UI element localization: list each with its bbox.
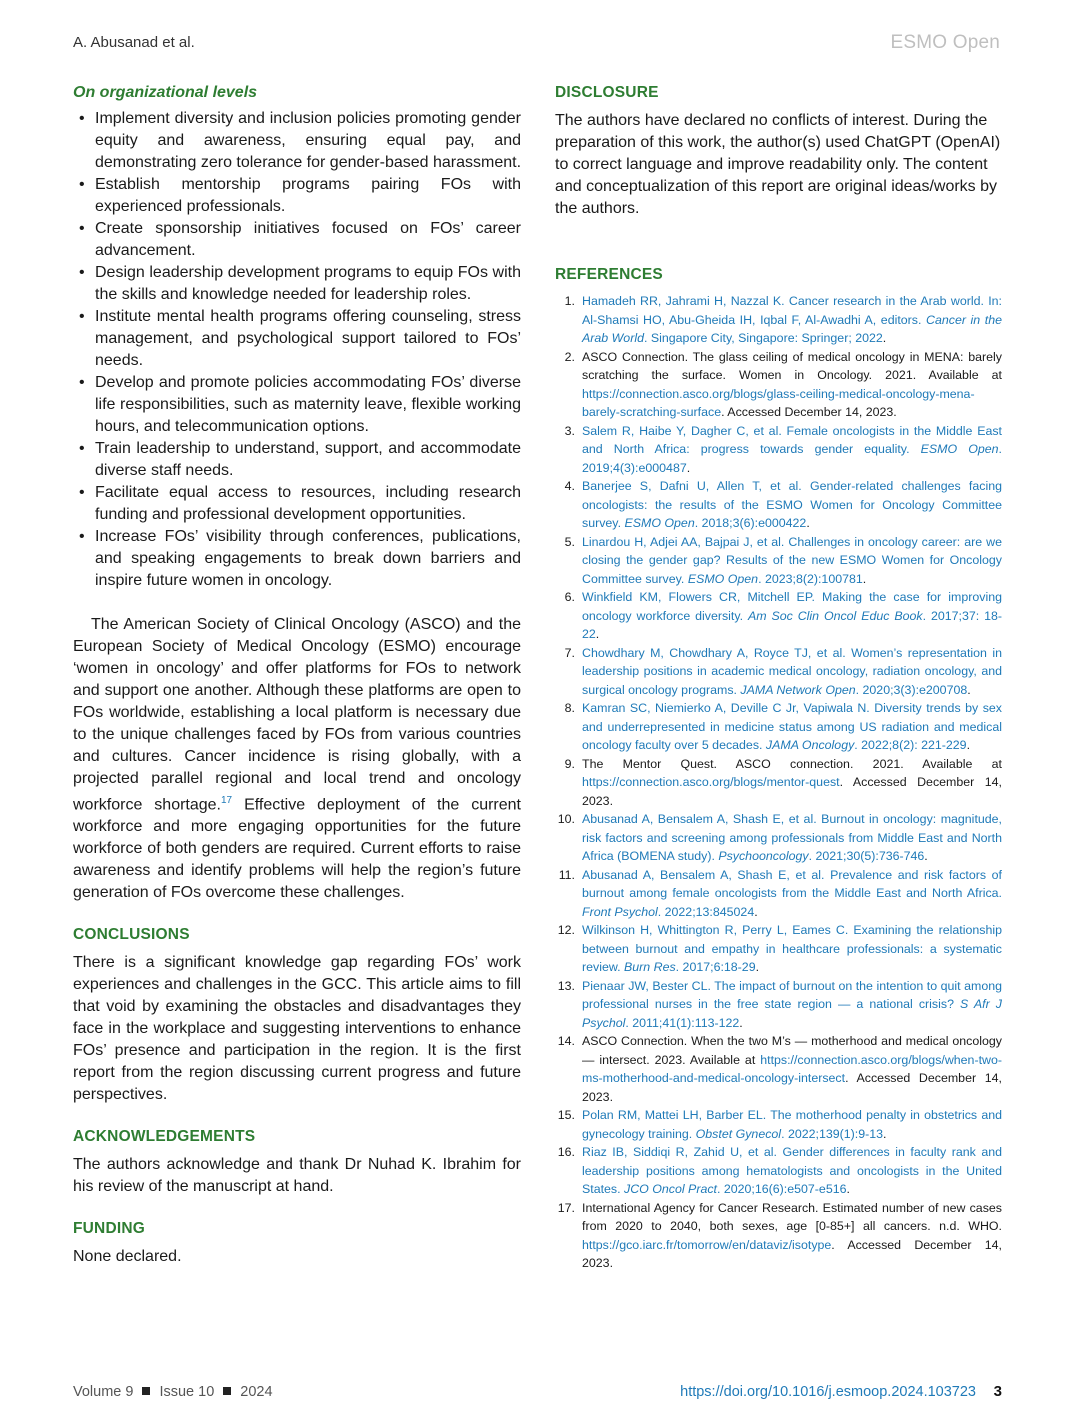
reference-link[interactable]: ESMO Open [687, 571, 759, 586]
running-header-journal: ESMO Open [890, 32, 1000, 53]
left-column [73, 84, 521, 1268]
reference-number: 10. [557, 812, 575, 826]
conclusions-text: There is a significant knowledge gap regarding FOs’ work experiences and challenges in the GCC. This article aims to fill that void by examining the obstacles and disadvantages they face in the workplace and suggesting interventions to enhance FOs’ presence and participation in the region. It is the first report from the region discussing current progress and future perspectives. [73, 954, 521, 1104]
bullet-icon: • [79, 264, 85, 281]
page-footer [73, 1384, 1002, 1406]
bullet-icon: • [79, 440, 85, 457]
reference-link[interactable]: Chowdhary M, Chowdhary A, Royce TJ, et al. Women’s representation in leadership positions in academic medical oncology, radiation oncology, and surgical oncology programs. [582, 645, 1002, 697]
reference-item: 10. Abusanad A, Bensalem A, Shash E, et al. Burnout in oncology: magnitude, risk factors and screening among professionals from Middle East and North Africa (BOMENA study). Psychooncology. 2021;30(5):736-746. [555, 810, 1002, 866]
square-separator-icon [223, 1387, 231, 1395]
funding-heading: FUNDING [73, 1220, 146, 1238]
reference-link[interactable]: Abusanad A, Bensalem A, Shash E, et al. Prevalence and risk factors of burnout among female oncologists from the Middle East and North Africa. [582, 867, 1002, 900]
reference-link[interactable]: Salem R, Haibe Y, Dagher C, et al. Female oncologists in the Middle East and North Africa: progress towards gender equality. [582, 423, 1002, 456]
reference-item: 13. Pienaar JW, Bester CL. The impact of burnout on the intention to quit among professional nurses in the free state region — a national crisis? S Afr J Psychol. 2011;41(1):113-122. [555, 977, 1002, 1033]
reference-link[interactable]: . 2021;30(5):736-746 [808, 849, 925, 863]
reference-item: 14. ASCO Connection. When the two M’s — motherhood and medical oncology — intersect. 2023. Available at https://connection.asco.org/blogs/when-two-ms-motherhood-and-medical-oncology-intersect. Accessed December 14, 2023. [555, 1032, 1002, 1106]
reference-number: 8. [564, 701, 575, 715]
reference-item: 7. Chowdhary M, Chowdhary A, Royce TJ, et al. Women’s representation in leadership positions in academic medical oncology, radiation oncology, and surgical oncology programs. JAMA Network Open. 2020;3(3):e200708. [555, 644, 1002, 700]
recommendation-item: • Develop and promote policies accommodating FOs’ diverse life responsibilities, such as maternity leave, flexible working hours, and telecommunication options. [79, 374, 521, 435]
running-header [73, 34, 1000, 58]
reference-number: 9. [564, 756, 575, 771]
recommendation-item: • Design leadership development programs to equip FOs with the skills and knowledge needed for leadership roles. [79, 264, 521, 303]
reference-link[interactable]: Obstet Gynecol [695, 1126, 782, 1141]
reference-link[interactable]: Wilkinson H, Whittington R, Perry L, Eames C. Examining the relationship between burnout and empathy in healthcare professionals: a systematic review. [582, 923, 1002, 974]
bullet-icon: • [79, 110, 85, 127]
reference-item: 8. Kamran SC, Niemierko A, Deville C Jr, Vapiwala N. Diversity trends by sex and underrepresented in medicine status among US radiation and medical oncology faculty over 5 decades. JAMA Oncology. 2022;8(2): 221-229. [555, 699, 1002, 755]
bullet-icon: • [79, 528, 85, 545]
reference-number: 15. [557, 1108, 575, 1122]
conclusions-heading: CONCLUSIONS [73, 926, 190, 944]
recommendation-item: • Facilitate equal access to resources, including research funding and professional development opportunities. [79, 484, 521, 523]
reference-item: 6. Winkfield KM, Flowers CR, Mitchell EP. Making the case for improving oncology workforce diversity. Am Soc Clin Oncol Educ Book. 2017;37: 18-22. [555, 588, 1002, 644]
reference-item: 4. Banerjee S, Dafni U, Allen T, et al. Gender-related challenges facing oncologists: the results of the ESMO Women for Oncology Committee survey. ESMO Open. 2018;3(6):e000422. [555, 477, 1002, 533]
reference-link[interactable]: JCO Oncol Pract [624, 1182, 717, 1196]
reference-link[interactable]: . Singapore City, Singapore: Springer; 2022 [643, 331, 883, 345]
reference-link[interactable]: Pienaar JW, Bester CL. The impact of burnout on the intention to quit among professional nurses in the free state region — a national crisis? [582, 978, 1002, 1011]
reference-number: 4. [564, 479, 575, 493]
reference-item: 9. The Mentor Quest. ASCO connection. 2021. Available at https://connection.asco.org/blogs/mentor-quest. Accessed December 14, 2023. [555, 755, 1002, 811]
running-header-authors: A. Abusanad et al. [73, 34, 195, 51]
reference-item: 12. Wilkinson H, Whittington R, Perry L, Eames C. Examining the relationship between burnout and empathy in healthcare professionals: a systematic review. Burn Res. 2017;6:18-29. [555, 921, 1002, 977]
reference-link[interactable]: https://connection.asco.org/blogs/glass-ceiling-medical-oncology-mena-barely-scratching-surface [582, 386, 975, 419]
reference-link[interactable]: Linardou H, Adjei AA, Bajpai J, et al. Challenges in oncology career: are we closing the gender gap? Results of the new ESMO Women for Oncology Committee survey. [582, 534, 1002, 586]
bullet-icon: • [79, 308, 85, 325]
disclosure-heading: DISCLOSURE [555, 84, 659, 101]
reference-link[interactable]: . 2017;37: 18-22 [582, 608, 1002, 641]
references-heading: REFERENCES [555, 266, 663, 283]
reference-item: 5. Linardou H, Adjei AA, Bajpai J, et al. Challenges in oncology career: are we closing the gender gap? Results of the new ESMO Women for Oncology Committee survey. ESMO Open. 2023;8(2):100781. [555, 533, 1002, 589]
reference-link[interactable]: Kamran SC, Niemierko A, Deville C Jr, Vapiwala N. Diversity trends by sex and underrepresented in medicine status among US radiation and medical oncology faculty over 5 decades. [582, 701, 1002, 752]
recommendation-item: • Train leadership to understand, support, and accommodate diverse staff needs. [79, 440, 521, 479]
recommendation-list [73, 108, 521, 592]
recommendation-item: • Increase FOs’ visibility through conferences, publications, and speaking engagements to break down barriers and inspire future women in oncology. [79, 528, 521, 589]
asco-esmo-paragraph: The American Society of Clinical Oncology (ASCO) and the European Society of Medical Oncology (ESMO) encourage ‘women in oncology’ and offer platforms for FOs to network and support one another. Although these platforms are open to FOs worldwide, establishing a local platform is necessary due to the unique challenges faced by FOs from various countries and cultures. Cancer incidence is rising globally, with a projected parallel regional and local trend and oncology workforce shortage.$^{17}$ Effective deployment of the current workforce and more engaging opportunities for the future workforce of both genders are required. Current efforts to raise awareness and identify problems will help the region’s future generation of FOs overcome these challenges. [73, 616, 521, 902]
reference-link[interactable]: JAMA Oncology [765, 738, 855, 752]
reference-number: 14. [557, 1034, 575, 1048]
reference-link[interactable]: . 2023;8(2):100781 [758, 571, 863, 586]
bullet-icon: • [79, 374, 85, 391]
reference-number: 3. [564, 423, 575, 438]
reference-link[interactable]: JAMA Network Open [740, 682, 856, 697]
organizational-levels-heading: On organizational levels [73, 84, 258, 101]
reference-number: 12. [557, 923, 575, 937]
reference-link[interactable]: Burn Res [624, 960, 676, 974]
recommendation-item: • Implement diversity and inclusion policies promoting gender equity and awareness, ensuring equal pay, and demonstrating zero tolerance for gender-based harassment. [79, 110, 522, 171]
square-separator-icon [142, 1387, 150, 1395]
recommendation-item: • Establish mentorship programs pairing FOs with experienced professionals. [79, 176, 521, 215]
reference-number: 13. [557, 978, 575, 993]
doi-link[interactable]: https://doi.org/10.1016/j.esmoop.2024.103723 [680, 1384, 976, 1400]
reference-link[interactable]: Banerjee S, Dafni U, Allen T, et al. Gender-related challenges facing oncologists: the results of the ESMO Women for Oncology Committee survey. [582, 479, 1002, 530]
bullet-icon: • [79, 484, 85, 501]
reference-link[interactable]: Am Soc Clin Oncol Educ Book [747, 608, 923, 623]
reference-link[interactable]: . 2022;13:845024 [657, 904, 755, 919]
page-number: 3 [993, 1383, 1002, 1400]
bullet-icon: • [79, 220, 85, 237]
reference-number: 1. [564, 294, 575, 308]
reference-link[interactable]: https://connection.asco.org/blogs/when-two-ms-motherhood-and-medical-oncology-intersect [582, 1052, 1002, 1085]
reference-link[interactable]: . 2020;3(3):e200708 [855, 682, 968, 697]
reference-item: 2. ASCO Connection. The glass ceiling of medical oncology in MENA: barely scratching the surface. Women in Oncology. 2021. Available at https://connection.asco.org/blogs/glass-ceiling-medical-oncology-mena-barely-scratching-surface. Accessed December 14, 2023. [555, 348, 1002, 422]
reference-link[interactable]: . 2022;139(1):9-13 [781, 1126, 884, 1141]
reference-link[interactable]: Polan RM, Mattei LH, Barber EL. The motherhood penalty in obstetrics and gynecology training. [582, 1108, 1002, 1141]
reference-list [555, 292, 1002, 1273]
reference-link[interactable]: ESMO Open [624, 516, 695, 530]
reference-link[interactable]: Abusanad A, Bensalem A, Shash E, et al. Burnout in oncology: magnitude, risk factors and screening among professionals from Middle East and North Africa (BOMENA study). [582, 812, 1002, 863]
acknowledgements-heading: ACKNOWLEDGEMENTS [73, 1128, 256, 1146]
reference-link[interactable]: . 2022;8(2): 221-229 [854, 738, 967, 752]
reference-link[interactable]: https://gco.iarc.fr/tomorrow/en/dataviz/isotype [582, 1237, 832, 1252]
reference-item: 17. International Agency for Cancer Research. Estimated number of new cases from 2020 to 2040, both sexes, age [0-85+] all cancers. n.d. WHO. https://gco.iarc.fr/tomorrow/en/dataviz/isotype. Accessed December 14, 2023. [555, 1199, 1002, 1273]
reference-link[interactable]: . 2017;6:18-29 [675, 960, 756, 974]
right-column [555, 84, 1002, 1273]
reference-item: 1. Hamadeh RR, Jahrami H, Nazzal K. Cancer research in the Arab world. In: Al-Shamsi HO, Abu-Gheida IH, Iqbal F, Al-Awadhi A, editors. Cancer in the Arab World. Singapore City, Singapore: Springer; 2022. [555, 292, 1002, 348]
recommendation-item: • Create sponsorship initiatives focused on FOs’ career advancement. [79, 220, 521, 259]
reference-link[interactable]: https://connection.asco.org/blogs/mentor-quest [582, 775, 840, 789]
acknowledgements-text: The authors acknowledge and thank Dr Nuhad K. Ibrahim for his review of the manuscript at hand. [73, 1156, 521, 1196]
reference-number: 7. [564, 645, 575, 660]
reference-number: 6. [564, 590, 575, 604]
disclosure-text: The authors have declared no conflicts of interest. During the preparation of this work, the author(s) used ChatGPT (OpenAI) to correct language and improve readability only. The content and conceptualization of this report are original ideas/works by the authors. [555, 112, 1001, 217]
reference-item: 15. Polan RM, Mattei LH, Barber EL. The motherhood penalty in obstetrics and gynecology training. Obstet Gynecol. 2022;139(1):9-13. [555, 1106, 1002, 1143]
reference-link[interactable]: S Afr J Psychol [582, 997, 1002, 1030]
reference-number: 2. [564, 349, 575, 364]
reference-number: 5. [564, 534, 575, 549]
reference-number: 17. [557, 1200, 575, 1215]
reference-link[interactable]: Front Psychol [582, 904, 658, 919]
reference-link[interactable]: Riaz IB, Siddiqi R, Zahid U, et al. Gender differences in faculty rank and leadership positions among hematologists and oncologists in the United States. [582, 1145, 1002, 1196]
funding-text: None declared. [73, 1248, 182, 1266]
bullet-icon: • [79, 176, 85, 193]
reference-link[interactable]: . 2018;3(6):e000422 [694, 516, 807, 530]
reference-link[interactable]: Psychooncology [718, 849, 809, 863]
reference-link[interactable]: Winkfield KM, Flowers CR, Mitchell EP. Making the case for improving oncology workforce diversity. [582, 590, 1002, 623]
reference-link[interactable]: ESMO Open [920, 442, 999, 456]
reference-link[interactable]: Cancer in the Arab World [582, 312, 1002, 345]
citation-17[interactable]: 17 [221, 795, 233, 806]
reference-link[interactable]: Hamadeh RR, Jahrami H, Nazzal K. Cancer research in the Arab world. In: Al-Shamsi HO, Abu-Gheida IH, Iqbal F, Al-Awadhi A, editors. [582, 294, 1002, 327]
reference-number: 11. [558, 867, 575, 882]
reference-link[interactable]: . 2019;4(3):e000487 [582, 442, 1002, 475]
reference-number: 16. [557, 1145, 575, 1159]
footer-volume-info: Volume 9 Issue 10 2024 [73, 1384, 273, 1400]
recommendation-item: • Institute mental health programs offering counseling, stress management, and psychological support tailored to FOs’ needs. [79, 308, 521, 369]
reference-link[interactable]: . 2011;41(1):113-122 [625, 1015, 740, 1030]
reference-item: 3. Salem R, Haibe Y, Dagher C, et al. Female oncologists in the Middle East and North Africa: progress towards gender equality. ESMO Open. 2019;4(3):e000487. [555, 422, 1002, 478]
reference-item: 11. Abusanad A, Bensalem A, Shash E, et al. Prevalence and risk factors of burnout among female oncologists from the Middle East and North Africa. Front Psychol. 2022;13:845024. [555, 866, 1002, 922]
reference-link[interactable]: . 2020;16(6):e507-e516 [716, 1182, 847, 1196]
reference-item: 16. Riaz IB, Siddiqi R, Zahid U, et al. Gender differences in faculty rank and leadership positions among hematologists and oncologists in the United States. JCO Oncol Pract. 2020;16(6):e507-e516. [555, 1143, 1002, 1199]
